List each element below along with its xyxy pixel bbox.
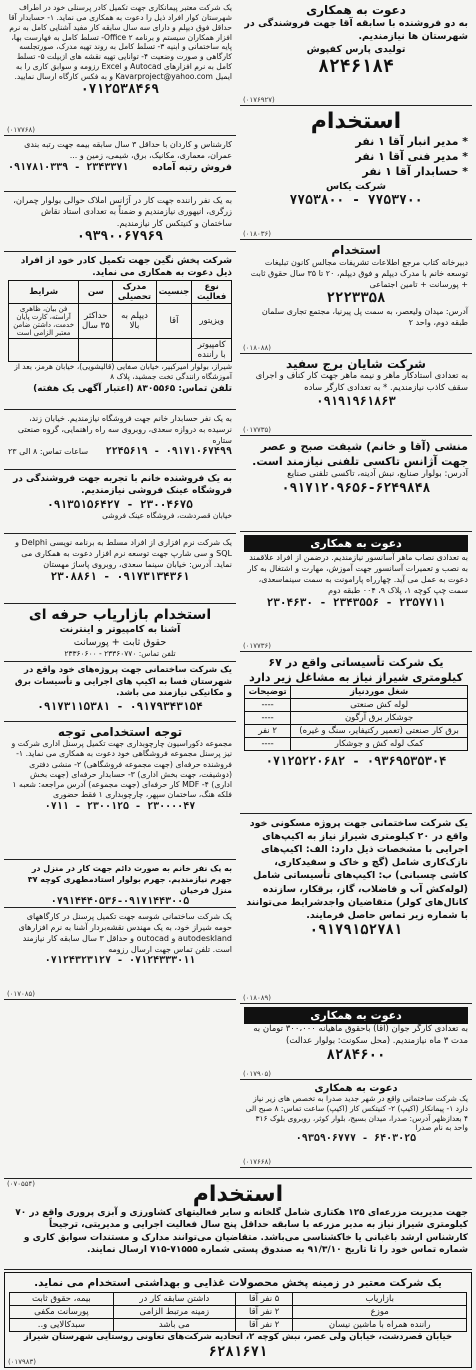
phone-number: ۰۷۹۱۴۴۴۰۵۳۶-۰۹۱۷۱۴۴۳۰۰۵ (50, 896, 190, 908)
ad-address: شیراز، بولوار امیرکبیر، خیابان صفایی (قالیشویی)، خیابان هرمز، بعد از آموزشگاه رانندگی تخت جمشید، پلاک ۸ (14, 361, 232, 382)
phone-number: ۲۲۴۵۶۱۹ - ۰۹۱۷۱۰۶۷۴۹۹ (105, 446, 232, 458)
ad-text: یک شرکت ساختمانی واقع در شهر جدید صدرا به تخصص های زیر نیاز دارد ۱- پیمانکار (اکیپ) ۲- کنیتکس کار (اکیپ) ساعت تماس: ۸ صبح الی ۴ بعدازظهر آدرس: صدرا، میدان بسیج، بلوار کوثر، روبروی بلوک ۳۱۶ واحد به نام صدرا (245, 1094, 468, 1133)
ad-distribution (4, 252, 236, 410)
table-row (245, 725, 468, 738)
table-cell: ۲ نفر آقا (235, 1306, 293, 1319)
ad-title: استخدام (192, 1182, 284, 1207)
table-header: توضیحات (245, 686, 291, 699)
ad-title: دعوت به همکاری (244, 1007, 468, 1024)
ad-hiring (240, 106, 472, 240)
ad-title: دعوت به همکاری (314, 1083, 398, 1094)
ad-code: (۰۱۷۶۶۸) (243, 1158, 272, 1166)
table-header: نوع فعالیت (192, 280, 232, 303)
ad-build (240, 1080, 472, 1168)
ad-estate (4, 192, 236, 252)
ad-taxi (240, 436, 472, 532)
ad-text: مجموعه دکوراسیون چارچوبداری جهت تکمیل پرسنل اداری شرکت و نیز پرسنل مجموعه فروشگاهی خود دعوت به همکاری می نماید. ۱- فروشنده حرفه‌ای (جهت مجموعه فروشگاهی) ۲- منشی دفتری (دوشیفت، جهت بخش اداری) ۳- حسابدار حرفه‌ای (جهت بخش اداری) ۴- MDF کار حرفه‌ای (جهت مجموعه) آدرس مراجعه: شعبه ۱ فلکه هنگ، ساختمان سپهر، چارچوبداری ۱ فقط حضوری (11, 739, 232, 800)
table-row (245, 699, 468, 712)
ad-title: شرکت شایان برج سفید (286, 357, 426, 371)
table-cell: ویزیتور (192, 303, 232, 338)
ad-marketer (4, 604, 236, 662)
ad-farm (4, 1178, 472, 1270)
phone-number: تلفن تماس: ۸۳۰۵۵۶۵ (اعتبار آگهی یک هفته) (33, 383, 232, 394)
ad-title: استخدام (331, 243, 381, 257)
ad-text: به تعدادی کارگر جوان (آقا) باحقوق ماهیانه ۳۰۰،۰۰۰ تومان به مدت ۳ ماه نیازمندیم. (محل سکونت: بولوار عدالت) (253, 1024, 468, 1046)
ad-gym (4, 860, 236, 908)
table-row (245, 738, 468, 751)
table-cell: جوشکار برق آرگون (291, 712, 468, 725)
phone-number: ۰۹۱۹۱۹۶۱۸۶۳ (316, 394, 396, 409)
ad-code: (۰۱۸۰۳۶) (243, 230, 272, 238)
ad-text: یک شرکت ساختمانی جهت پروژه مسکونی خود واقع در ۲۰ کیلومتری شیراز نیاز به اکیپ‌های اجرایی با مشخصات ذیل دارد: الف: اکیپ‌های نازک‌کاری شامل (گچ و خاک و سفیدکاری، کاشی چسبانی) ب: اکیپ‌های تأسیساتی شامل (لوله‌کش آب و فاضلاب، گاز، برقکار، سازنده کانال‌های کولر) متقاضیان واجدشرایط می‌توانند با شماره زیر تماس حاصل فرمایند. (246, 818, 468, 921)
phone-number: ۰۷۱۲۵۳۸۴۶۹ (80, 81, 160, 97)
ad-facility (240, 652, 472, 814)
table-cell: سبدکالایی و.. (10, 1319, 114, 1332)
ad-title: شرکت پخش نگین جهت تکمیل کادر خود از افراد ذیل دعوت به همکاری می نماید. (20, 256, 232, 279)
ad-text: به تعدادی نصاب ماهر آسانسور نیازمندیم. درضمن از افراد علاقمند به نصب و تعمیرات آسانسور جهت آموزش، مهارت و اشتغال به کار دعوت به عمل می آید. چهارراه پارامونت به سمت سینماسعدی، سمت چپ کوچه ۱، پلاک ۹، ۰۰۴ طبقه دوم (247, 553, 468, 596)
ad-address: آدرس: بولوار صنایع، نبش آدینه، تاکسی تلفنی صنایع (287, 469, 468, 480)
table-cell: دیپلم به بالا (113, 303, 156, 338)
ad-address: خیابان قصردشت، خیابان ولی عصر، نبش کوچه ۲، اتحادیه شرکت‌های تعاونی روستایی شهرستان شیراز (23, 1332, 453, 1343)
ad-hours: ساعات تماس: ۸ الی ۲۳ (8, 447, 89, 457)
table-row (10, 1293, 467, 1306)
phone-number: ۰۷۱۲۴۳۲۳۱۲۷ - ۰۷۱۲۴۳۳۳۰۱۱ (44, 955, 196, 967)
table-cell: بازاریاب (293, 1293, 467, 1306)
table-cell: زمینه مرتبط الزامی (113, 1306, 235, 1319)
jobs-table (244, 685, 468, 751)
phone-number: ۰۹۱۷۳۱۱۵۳۸۱ - ۰۹۱۷۹۳۴۳۱۵۴ (37, 700, 203, 714)
right-column (240, 0, 472, 1168)
ad-food (4, 1272, 472, 1368)
phone-number: ۰۷۱۲۵۲۲۰۶۸۲ - ۰۹۳۶۹۵۳۵۳۰۴ (265, 754, 447, 769)
ad-code: (۰۱۷۰۸۵) (7, 990, 36, 998)
ad-text: یک شرکت ساختمانی جهت پروژه‌های خود واقع در شهرستان فسا به اکیپ های اجرایی و تأسیسات برق و مکانیکی نیازمند می باشد. (14, 665, 232, 699)
ad-kartu (4, 908, 236, 1000)
phone-number: ۶۲۸۱۶۷۱ (208, 1344, 268, 1361)
left-column (4, 0, 236, 1000)
table-cell: ---- (245, 712, 291, 725)
table-header: شغل موردنیاز (291, 686, 468, 699)
ad-text: به یک نفر حسابدار خانم جهت فروشگاه نیازمندیم. خیابان زند، نرسیده به دروازه سعدی، روبروی سه راه راهنمایی، گروه صنعتی ستاره (17, 414, 232, 446)
ad-text: یک شرکت ساختمانی شوسه جهت تکمیل پرسنل در کارگاههای حومه شیراز خود، به یک مهندس نقشه‌بردار آشنا به نرم افزارهای autodeskland و outocad و حداقل ۳ سال سابقه کار نیازمند است. تلفن تماس جهت ارسال رزومه (18, 912, 232, 955)
phone-number: ۰۹۱۷۹۱۵۲۷۸۱ (309, 921, 403, 938)
phone-number: ۰۹۱۷۱۲۰۹۶۵۶-۶۲۴۹۸۴۸ (281, 481, 431, 497)
table-row (9, 338, 232, 361)
ad-text: یک شرکت معتبر پیمانکاری جهت تکمیل کادر پرسنلی خود در اطراف شهرستان کوار افراد ذیل را دعوت به همکاری می نماید. ۱- حسابدار آقا حداقل فوق دیپلم و دارای سه سال سابقه کار مفید آشنایی کامل به نرم افزار همکاران سیستم و برنامه Office ۲- تسلط کامل به فهارست بها، پایه ساختمانی و ابنیه ۳- تسلط کامل به روند تهیه مدرک، صورتجلسه کارگاهی و صورت وضعیت ۴- توانایی تهیه نقشه های ازبیلت ۵- تسلط کامل به نرم افزارهای Autocad و Excel رزومه و سوابق کاری را به ایمیل Kavarproject@yahoo.com و به فکس کارگاه ارسال نمایید. (8, 3, 232, 82)
ad-company: تولیدی پارس کفپوش (306, 44, 406, 56)
ad-address: آدرس: میدان ولیعصر، به سمت پل پیرنیا، مجتمع تجاری سلمان طبقه دوم، واحد ۲ (261, 307, 468, 328)
ad-cornice (4, 136, 236, 192)
phone-number: ۰۹۱۷۸۱۰۳۳۹ - ۲۳۴۳۳۷۱ (8, 162, 129, 174)
table-cell: داشتن سابقه کار در (113, 1293, 235, 1306)
phone-number: ۰۹۳۹۰۰۶۷۹۶۹ (76, 229, 164, 245)
ad-text: کارشناس و کاردان با حداقل ۳ سال سابقه بیمه جهت رتبه بندی عمران، معماری، مکانیک، برق، شیمی، زمین و ... (24, 140, 232, 161)
table-cell: حداکثر ۳۵ سال (79, 303, 113, 338)
table-cell: موزع (293, 1306, 467, 1319)
ad-coop (240, 532, 472, 652)
phone-number: ۲۳۰۸۸۶۱ - ۰۹۱۷۳۱۳۴۳۶۱ (50, 570, 190, 584)
ad-code: (۰۱۸۰۸۹) (243, 994, 272, 1002)
ad-software (4, 534, 236, 604)
table-header: سن (79, 280, 113, 303)
ad-borj (240, 354, 472, 436)
ad-construction (240, 814, 472, 1004)
phone-number: ۲۲۲۳۳۵۸ (326, 290, 386, 307)
ad-text: به یک نفر خانم به صورت دائم جهت کار در منزل در جهرم نیازمندیم. جهرم بولوار استادمطهری کوچه ۳۷ منزل فرخیان (27, 864, 232, 896)
phone-number: ۰۹۱۳۵۱۵۶۴۲۷ - ۲۳۰۰۴۶۷۵ (47, 497, 193, 511)
phone-number: ۰۹۳۵۹۰۶۷۷۷ - ۶۴۰۳۰۲۵ (295, 1133, 417, 1144)
table-header: مدرک تحصیلی (113, 280, 156, 303)
ad-company: فروش رتبه آماده (152, 162, 232, 174)
ad-title: یک شرکت تأسیساتی واقع در ۶۷ کیلومتری شیراز نیاز به مشاغل زیر دارد (249, 656, 463, 685)
ad-accountant (4, 410, 236, 470)
table-header: شرایط (9, 280, 79, 303)
phone-number: ۸۲۴۶۱۸۴ (318, 56, 394, 78)
table-cell: ---- (245, 738, 291, 751)
table-cell (113, 338, 156, 361)
job-row: * حسابدار آقا ۱ نفر (362, 165, 468, 179)
table-row (9, 303, 232, 338)
ad-title: توجه استخدامی توجه (57, 725, 183, 739)
ad-company: شرکت یکاس (326, 180, 386, 192)
ad-builder (4, 662, 236, 722)
ad-code: (۰۱۷۷۶۸) (7, 126, 36, 134)
phone-number: ۰۷۱۱ - ۲۳۰۰۱۲۵ - ۲۳۰۰۰۰۴۷ (44, 800, 196, 812)
table-cell: برق کار صنعتی (تعمیر رکتیفایر، سنگ و غیره) (291, 725, 468, 738)
ad-contract (4, 0, 236, 136)
job-row: * مدیر فنی آقا ۱ نفر (355, 150, 468, 164)
table-row (245, 712, 468, 725)
ad-text: یک شرکت نرم افزاری از افراد مسلط به برنامه نویسی Delphi و SQL و سی شارپ جهت توسعه نرم افزار دعوت به همکاری می نماید. آدرس: خیابان سینما سعدی، روبروی پاساژ مهستان (15, 538, 232, 570)
ad-text: به یک نفر راننده جهت کار در آژانس املاک حوالی بولوار چمران، زرگری، انیهوری نیازمندیم و ضمناً به تعدادی استاد نقاش ساختمان و کنیتکس کار نیازمندیم. (13, 195, 232, 228)
ad-code: (۰۷۰۵۵۴) (7, 1180, 36, 1188)
ad-perfume (240, 0, 472, 106)
table-cell: ۵ نفر آقا (235, 1293, 293, 1306)
jobs-table (8, 280, 232, 362)
ad-title: یک شرکت معتبر در زمینه پخش محصولات غذایی و بهداشتی استخدام می نماید. (34, 1277, 442, 1289)
ad-guard (240, 1004, 472, 1080)
ad-saleswoman (4, 470, 236, 534)
table-row (10, 1306, 467, 1319)
table-cell: بیمه، حقوق ثابت (10, 1293, 114, 1306)
phone-number: ۲۳۰۴۶۳۰ - ۲۳۴۳۵۵۶ - ۲۳۵۷۷۱۱ (266, 596, 446, 610)
table-cell: ۲ نفر (245, 725, 291, 738)
ad-mall (4, 722, 236, 860)
ad-title: استخدام (310, 109, 402, 134)
table-cell (156, 338, 192, 361)
ad-code: (۰۱۷۶۹۲۷) (243, 96, 275, 104)
ad-title: منشی (آقا و خانم) شیفت صبح و عصر جهت آژانس تاکسی تلفنی نیازمند است. (252, 440, 468, 469)
phone-number: تلفن تماس: ۲۳۳۶۰۷۷۰ - ۲۳۳۶۰۶۰۰ (64, 649, 176, 659)
ad-text: به دو فروشنده با سابقه آقا جهت فروشندگی در شهرستان ها نیازمندیم. (244, 18, 468, 43)
table-cell: راننده همراه با ماشین نیسان (293, 1319, 467, 1332)
ad-code: (۰۱۸۰۸۸) (243, 344, 272, 352)
table-cell: فن بیان، ظاهری آراسته، کارت پایان خدمت، داشتن ضامن معتبر الزامی است (9, 303, 79, 338)
ad-text: به یک فروشنده خانم با تجربه جهت فروشندگی در فروشگاه عینک فروشی نیازمندیم. (13, 474, 232, 497)
table-row (10, 1319, 467, 1332)
ad-text: حقوق ثابت + پورسانت (73, 637, 167, 649)
ad-text: به تعدادی استادکار ماهر و نیمه ماهر جهت کار کناف و اجرای سقف کاذب نیازمندیم. * به تعدادی کارگر ساده (255, 371, 468, 393)
job-row: * مدیر انبار آقا ۱ نفر (355, 135, 468, 148)
table-cell: کمک لوله کش و جوشکار (291, 738, 468, 751)
phone-number: ۸۲۸۴۶۰۰ (326, 1047, 386, 1064)
table-cell: پورسانت مکفی (10, 1306, 114, 1319)
ad-text: دبیرخانه کتاب مرجع اطلاعات تشریفات مجالس کانون تبلیغات توسعه خانم با مدرک دیپلم و فوق دیپلم، ۲۰ تا ۳۵ سال حقوق ثابت + پورسانت + تامین اجتماعی (250, 258, 468, 290)
table-cell: لوله کش صنعتی (291, 699, 468, 712)
table-cell (9, 338, 79, 361)
ad-code: (۰۱۷۷۳۶) (243, 642, 272, 650)
ad-address: خیابان قصردشت، فروشگاه عینک فروشی (102, 510, 232, 520)
table-cell: ۲ نفر آقا (235, 1319, 293, 1332)
ad-code: (۰۱۷۹۰۵) (243, 1070, 272, 1078)
table-cell: ---- (245, 699, 291, 712)
ad-code: (۰۱۷۷۳۵) (243, 426, 272, 434)
ad-text: جهت مدیریت مزرعه‌ای ۱۲۵ هکتاری شامل گلخانه و سایر فعالیتهای کشاورزی و آبزی پروری واقع در ۷۰ کیلومتری شیراز نیاز به مدیر مزرعه با سابقه حداقل پنج سال فعالیت اجرایی و مدیریتی، ترجیحاً کارشناس ارشد باغبانی یا خاکشناسی می‌باشد. متقاضیان می‌توانند مدارک و مستندات سوابق کاری و شماره تماس خود را تا تاریخ ۹۱/۳/۱۰ به صندوق پستی شماره ۷۱۵۵۵-۷۱۵ ارسال نمایند. (15, 1208, 468, 1256)
ad-code: (۰۱۷۹۸۳) (8, 1358, 37, 1366)
ad-subtitle: آشنا به کامپیوتر و اینترنت (59, 624, 181, 635)
table-cell (79, 338, 113, 361)
ad-title: دعوت به همکاری (244, 535, 468, 552)
ad-title: دعوت به همکاری (306, 3, 406, 17)
ad-title: استخدام بازاریاب حرفه ای (28, 607, 212, 623)
table-cell: آقا (156, 303, 192, 338)
table-header: جنسیت (156, 280, 192, 303)
table-cell: می باشد (113, 1319, 235, 1332)
table-cell: کامپیوتر با راننده (192, 338, 232, 361)
phone-number: ۷۷۵۳۸۰۰ - ۷۷۵۳۷۰۰ (289, 192, 423, 208)
ad-secretary (240, 240, 472, 354)
jobs-table (9, 1292, 467, 1332)
